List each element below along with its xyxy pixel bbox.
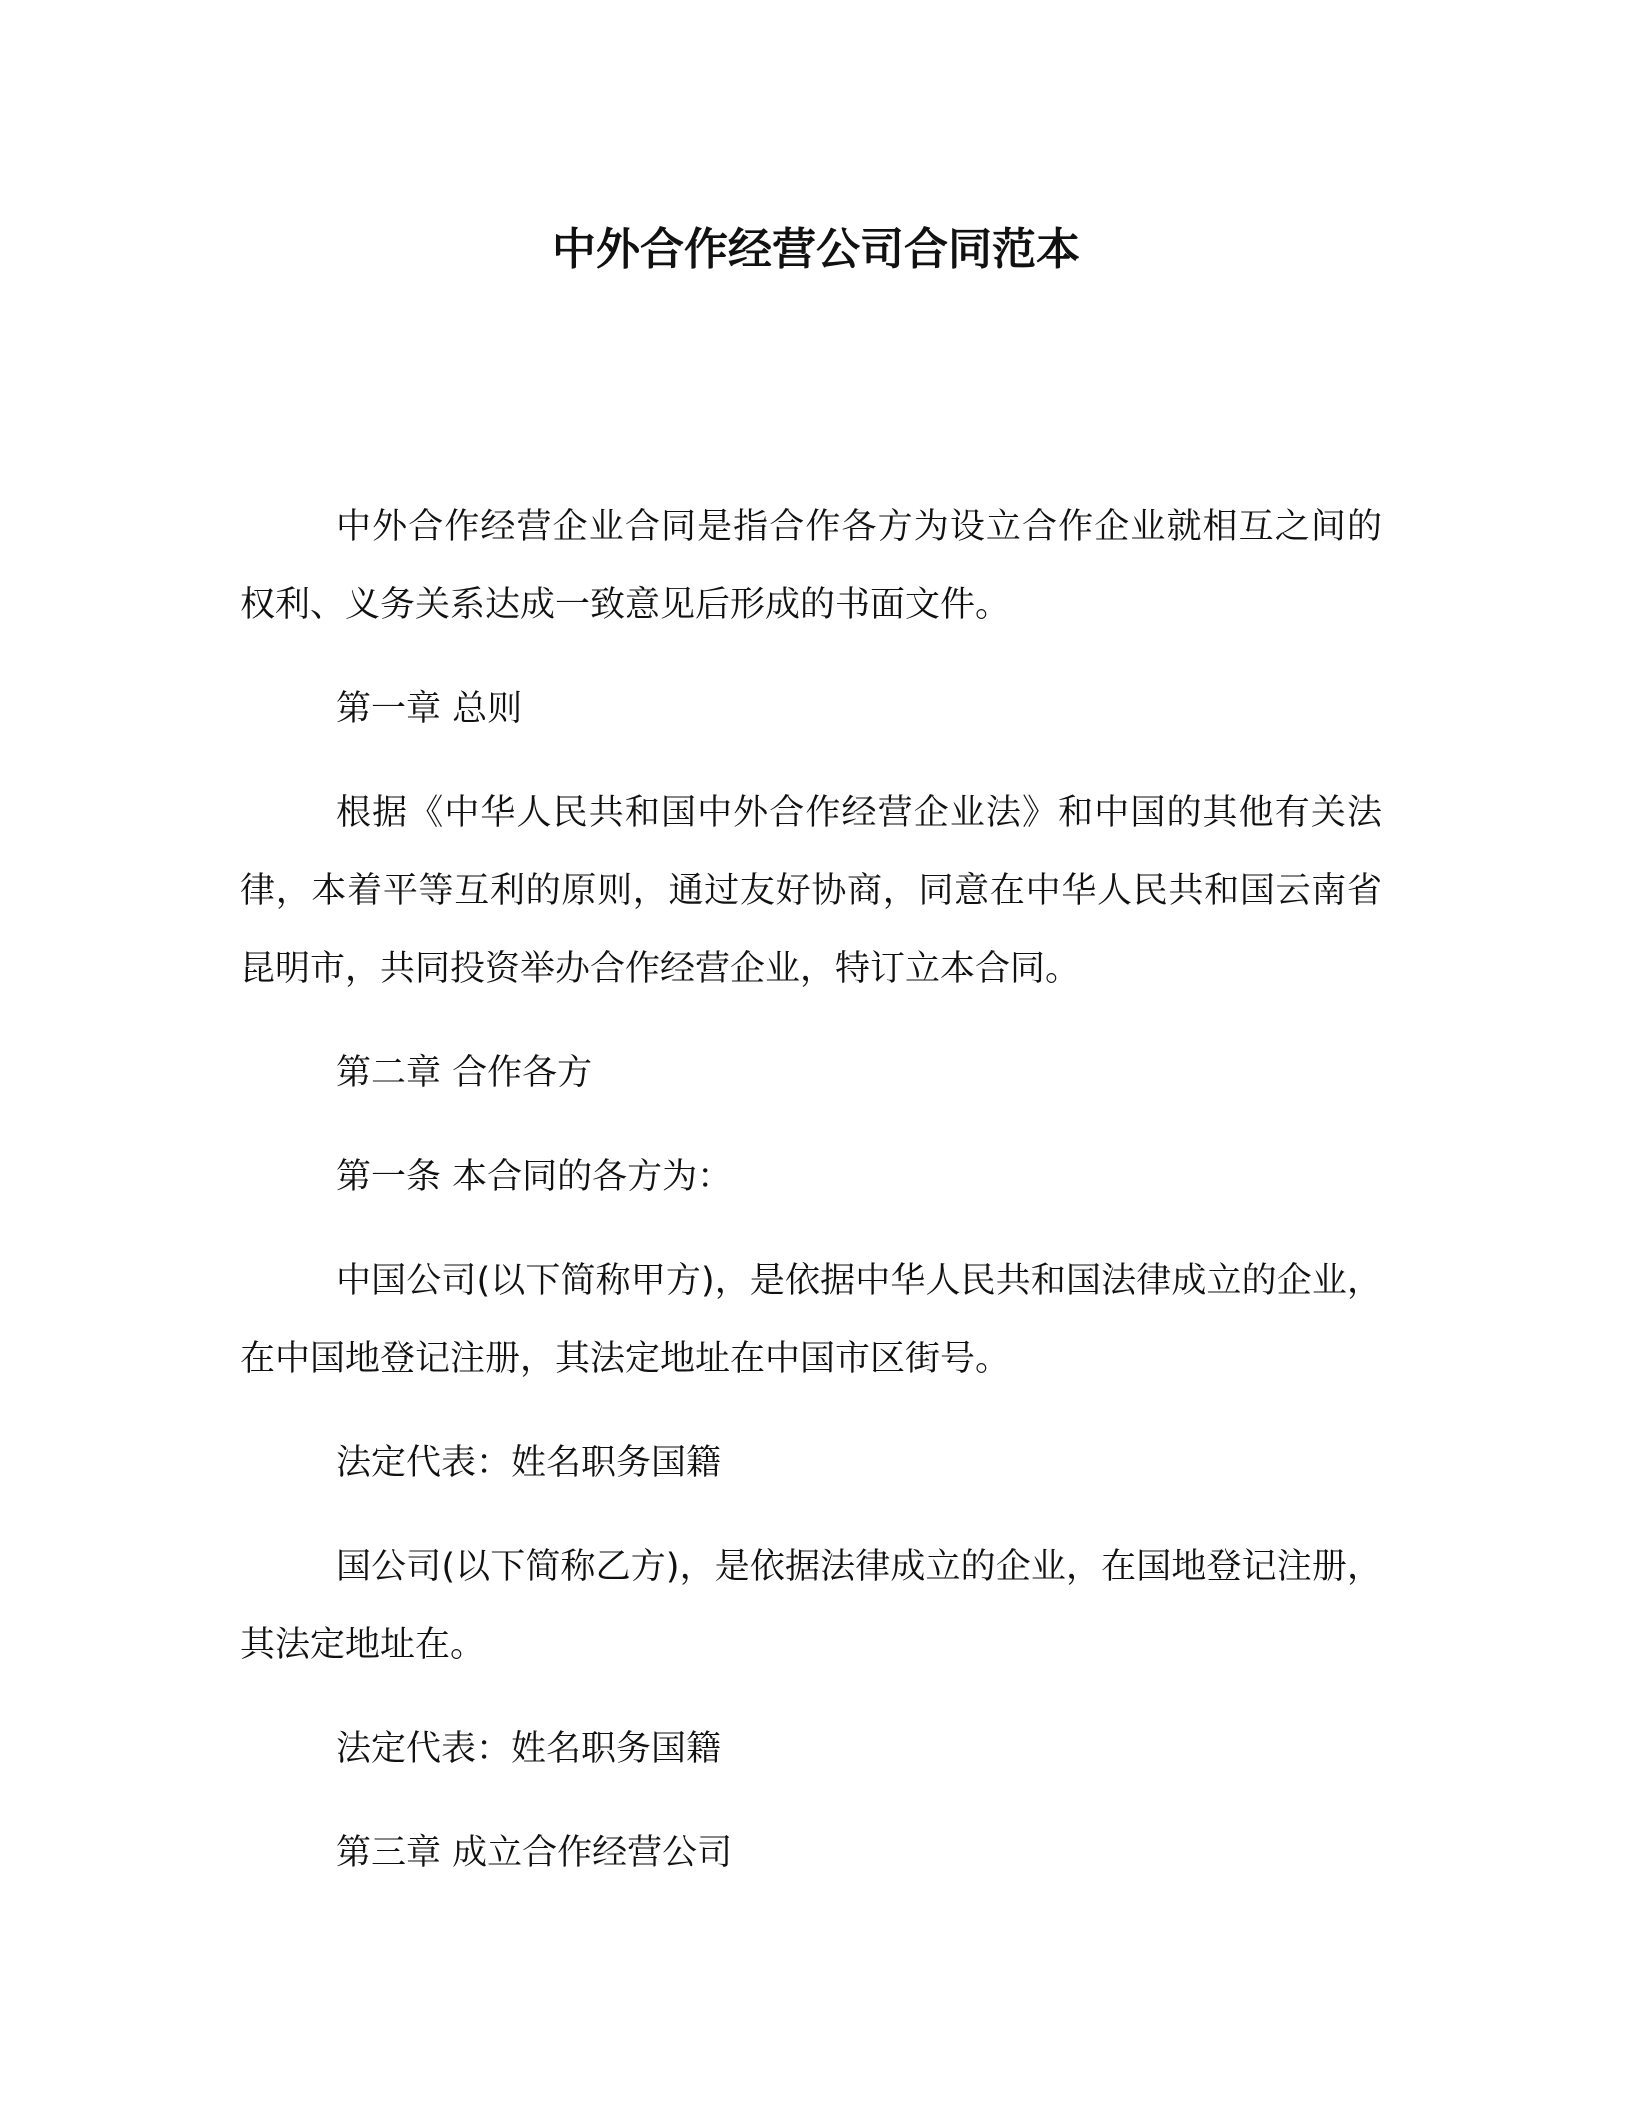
chapter-heading-1: 第一章 总则	[336, 689, 523, 729]
paragraph-intro: 中外合作经营企业合同是指合作各方为设立合作企业就相互之间的权利、义务关系达成一致意见后形成的书面文件。	[240, 507, 1382, 625]
paragraph-party-b: 国公司(以下简称乙方)，是依据法律成立的企业，在国地登记注册，其法定地址在。	[240, 1547, 1382, 1665]
document-body	[240, 488, 1382, 1918]
article-heading-1: 第一条 本合同的各方为：	[336, 1157, 733, 1197]
party-b-representative: 法定代表：姓名职务国籍	[336, 1729, 722, 1769]
document-title: 中外合作经营公司合同范本	[552, 224, 1080, 275]
paragraph-general-principles: 根据《中华人民共和国中外合作经营企业法》和中国的其他有关法律，本着平等互利的原则，通过友好协商，同意在中华人民共和国云南省昆明市，共同投资举办合作经营企业，特订立本合同。	[240, 793, 1382, 989]
paragraph-party-a: 中国公司(以下简称甲方)，是依据中华人民共和国法律成立的企业，在中国地登记注册，其法定地址在中国市区街号。	[240, 1261, 1382, 1379]
party-a-representative: 法定代表：姓名职务国籍	[336, 1443, 722, 1483]
chapter-heading-2: 第二章 合作各方	[336, 1053, 593, 1093]
chapter-heading-3: 第三章 成立合作经营公司	[336, 1833, 733, 1873]
